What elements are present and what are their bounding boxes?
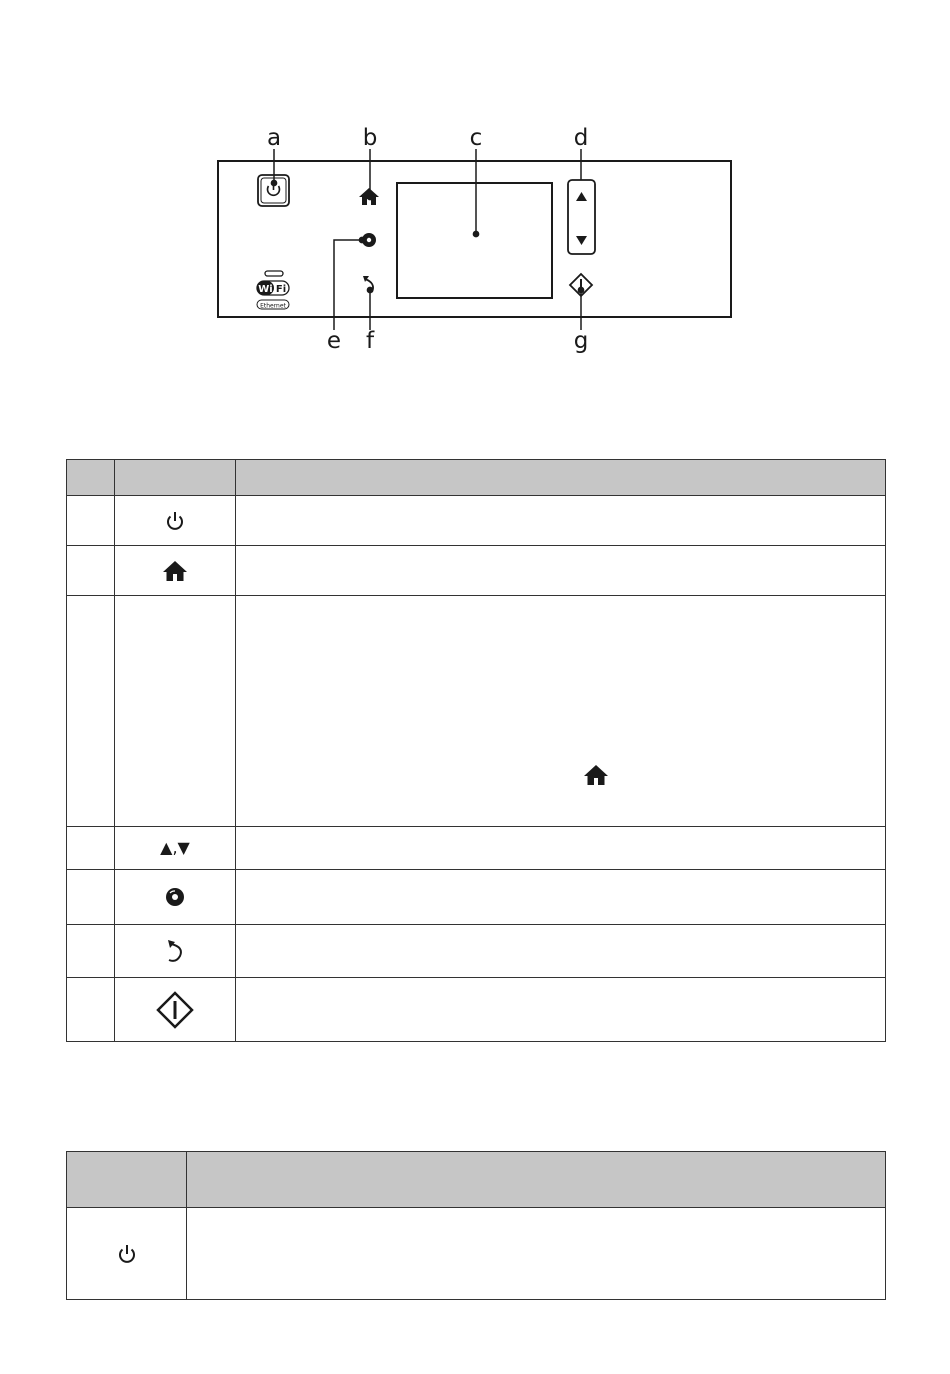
wifi-logo <box>257 281 289 295</box>
row-callout <box>67 870 115 925</box>
start-icon <box>156 991 194 1029</box>
ethernet-badge <box>257 300 289 309</box>
row-icon-cell <box>115 978 236 1042</box>
disc-icon <box>164 886 186 908</box>
up-down-arrow-label: ▲,▼ <box>160 838 190 857</box>
home-icon <box>583 764 609 786</box>
callout-b: b <box>362 125 378 151</box>
row-icon-cell <box>115 827 236 870</box>
row-icon-cell <box>115 596 236 827</box>
row-callout <box>67 496 115 546</box>
row-callout <box>67 978 115 1042</box>
status-light <box>265 271 283 276</box>
table-row <box>67 1208 886 1300</box>
table-row <box>67 925 886 978</box>
row-description <box>236 596 886 827</box>
row-icon-cell <box>115 870 236 925</box>
callout-c: c <box>469 125 483 151</box>
row-description <box>236 870 886 925</box>
callout-a: a <box>266 125 282 151</box>
wifi-wi-text: Wi <box>258 284 273 295</box>
table-row <box>67 546 886 596</box>
row-description <box>236 546 886 596</box>
row-callout <box>67 925 115 978</box>
row-icon-cell <box>115 496 236 546</box>
ethernet-label: Ethernet <box>260 302 286 310</box>
up-down-buttons[interactable] <box>568 180 595 254</box>
row-description <box>236 925 886 978</box>
row-callout <box>67 596 115 827</box>
light-reference-table <box>66 1151 886 1300</box>
back-icon <box>164 938 186 964</box>
row-description <box>236 978 886 1042</box>
callout-f: f <box>365 328 375 354</box>
table-row <box>67 827 886 870</box>
power-icon <box>164 510 186 532</box>
callout-d: d <box>573 125 589 151</box>
table-row <box>67 978 886 1042</box>
wifi-fi-text: Fi <box>275 284 287 295</box>
header-light <box>67 1152 187 1208</box>
header-callout <box>67 460 115 496</box>
table-header-row <box>67 1152 886 1208</box>
callout-e: e <box>326 328 342 354</box>
row-description <box>187 1208 886 1300</box>
row-description <box>236 496 886 546</box>
table-header-row <box>67 460 886 496</box>
table-row <box>67 596 886 827</box>
callout-g: g <box>573 328 589 354</box>
header-function <box>236 460 886 496</box>
button-reference-table <box>66 459 886 1042</box>
header-button <box>115 460 236 496</box>
row-callout <box>67 827 115 870</box>
control-panel-diagram <box>0 0 950 400</box>
table-row <box>67 870 886 925</box>
row-callout <box>67 546 115 596</box>
home-icon <box>162 560 188 582</box>
row-icon-cell <box>67 1208 187 1300</box>
row-description <box>236 827 886 870</box>
table-row <box>67 496 886 546</box>
header-function <box>187 1152 886 1208</box>
lcd-screen <box>397 183 552 298</box>
row-icon-cell <box>115 546 236 596</box>
row-icon-cell <box>115 925 236 978</box>
power-icon <box>116 1243 138 1265</box>
